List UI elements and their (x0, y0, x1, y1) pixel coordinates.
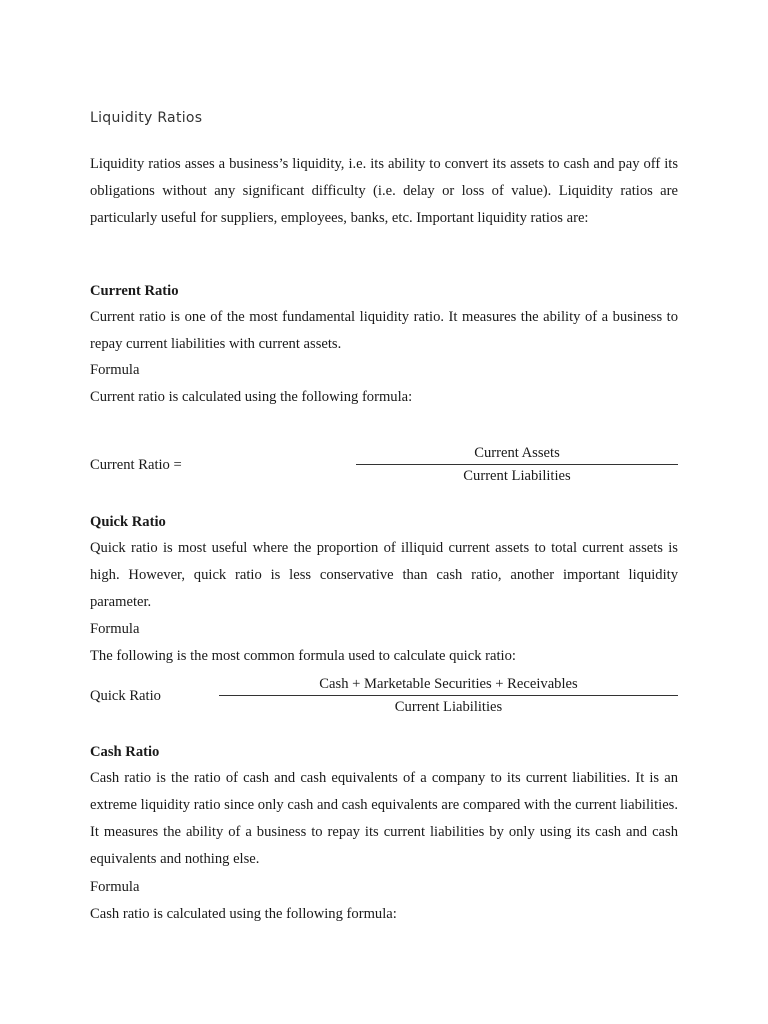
quick-ratio-numerator: Cash + Marketable Securities + Receivables (219, 674, 678, 696)
quick-ratio-fraction (219, 674, 678, 717)
quick-ratio-formula-heading: Formula (90, 621, 140, 637)
cash-ratio-formula-intro: Cash ratio is calculated using the following formula: (90, 906, 397, 922)
current-ratio-denominator: Current Liabilities (463, 468, 571, 484)
current-ratio-formula-intro: Current ratio is calculated using the following formula: (90, 389, 413, 405)
current-ratio-formula-label: Current Ratio = (90, 457, 182, 473)
quick-ratio-heading: Quick Ratio (90, 514, 166, 530)
cash-ratio-heading: Cash Ratio (90, 744, 160, 760)
intro-paragraph: Liquidity ratios asses a business’s liquidity, i.e. its ability to convert its assets to cash and pay off its obligations without any significant difficulty (i.e. delay or loss of value). Liquidity ratios are particularly useful for suppliers, employees, banks, etc. Important liquidity ratios are: (90, 156, 678, 226)
current-ratio-numerator: Current Assets (356, 443, 678, 465)
quick-ratio-denominator: Current Liabilities (394, 699, 503, 715)
current-ratio-heading: Current Ratio (90, 283, 179, 299)
quick-ratio-formula-label: Quick Ratio (90, 688, 161, 704)
current-ratio-formula-heading: Formula (90, 362, 140, 378)
document-title: Liquidity Ratios (90, 110, 203, 126)
quick-ratio-formula-intro: The following is the most common formula used to calculate quick ratio: (90, 648, 516, 664)
current-ratio-description: Current ratio is one of the most fundamental liquidity ratio. It measures the ability of a business to repay current liabilities with current assets. (90, 309, 678, 352)
quick-ratio-description: Quick ratio is most useful where the proportion of illiquid current assets to total current assets is high. However, quick ratio is less conservative than cash ratio, another important liquidity parameter. (90, 540, 678, 610)
cash-ratio-formula-heading: Formula (90, 879, 140, 895)
current-ratio-fraction (356, 443, 678, 486)
cash-ratio-description: Cash ratio is the ratio of cash and cash equivalents of a company to its current liabilities. It is an extreme liquidity ratio since only cash and cash equivalents are compared with the current liabilities. It measures the ability of a business to repay its current liabilities by only using its cash and cash equivalents and nothing else. (90, 770, 679, 867)
